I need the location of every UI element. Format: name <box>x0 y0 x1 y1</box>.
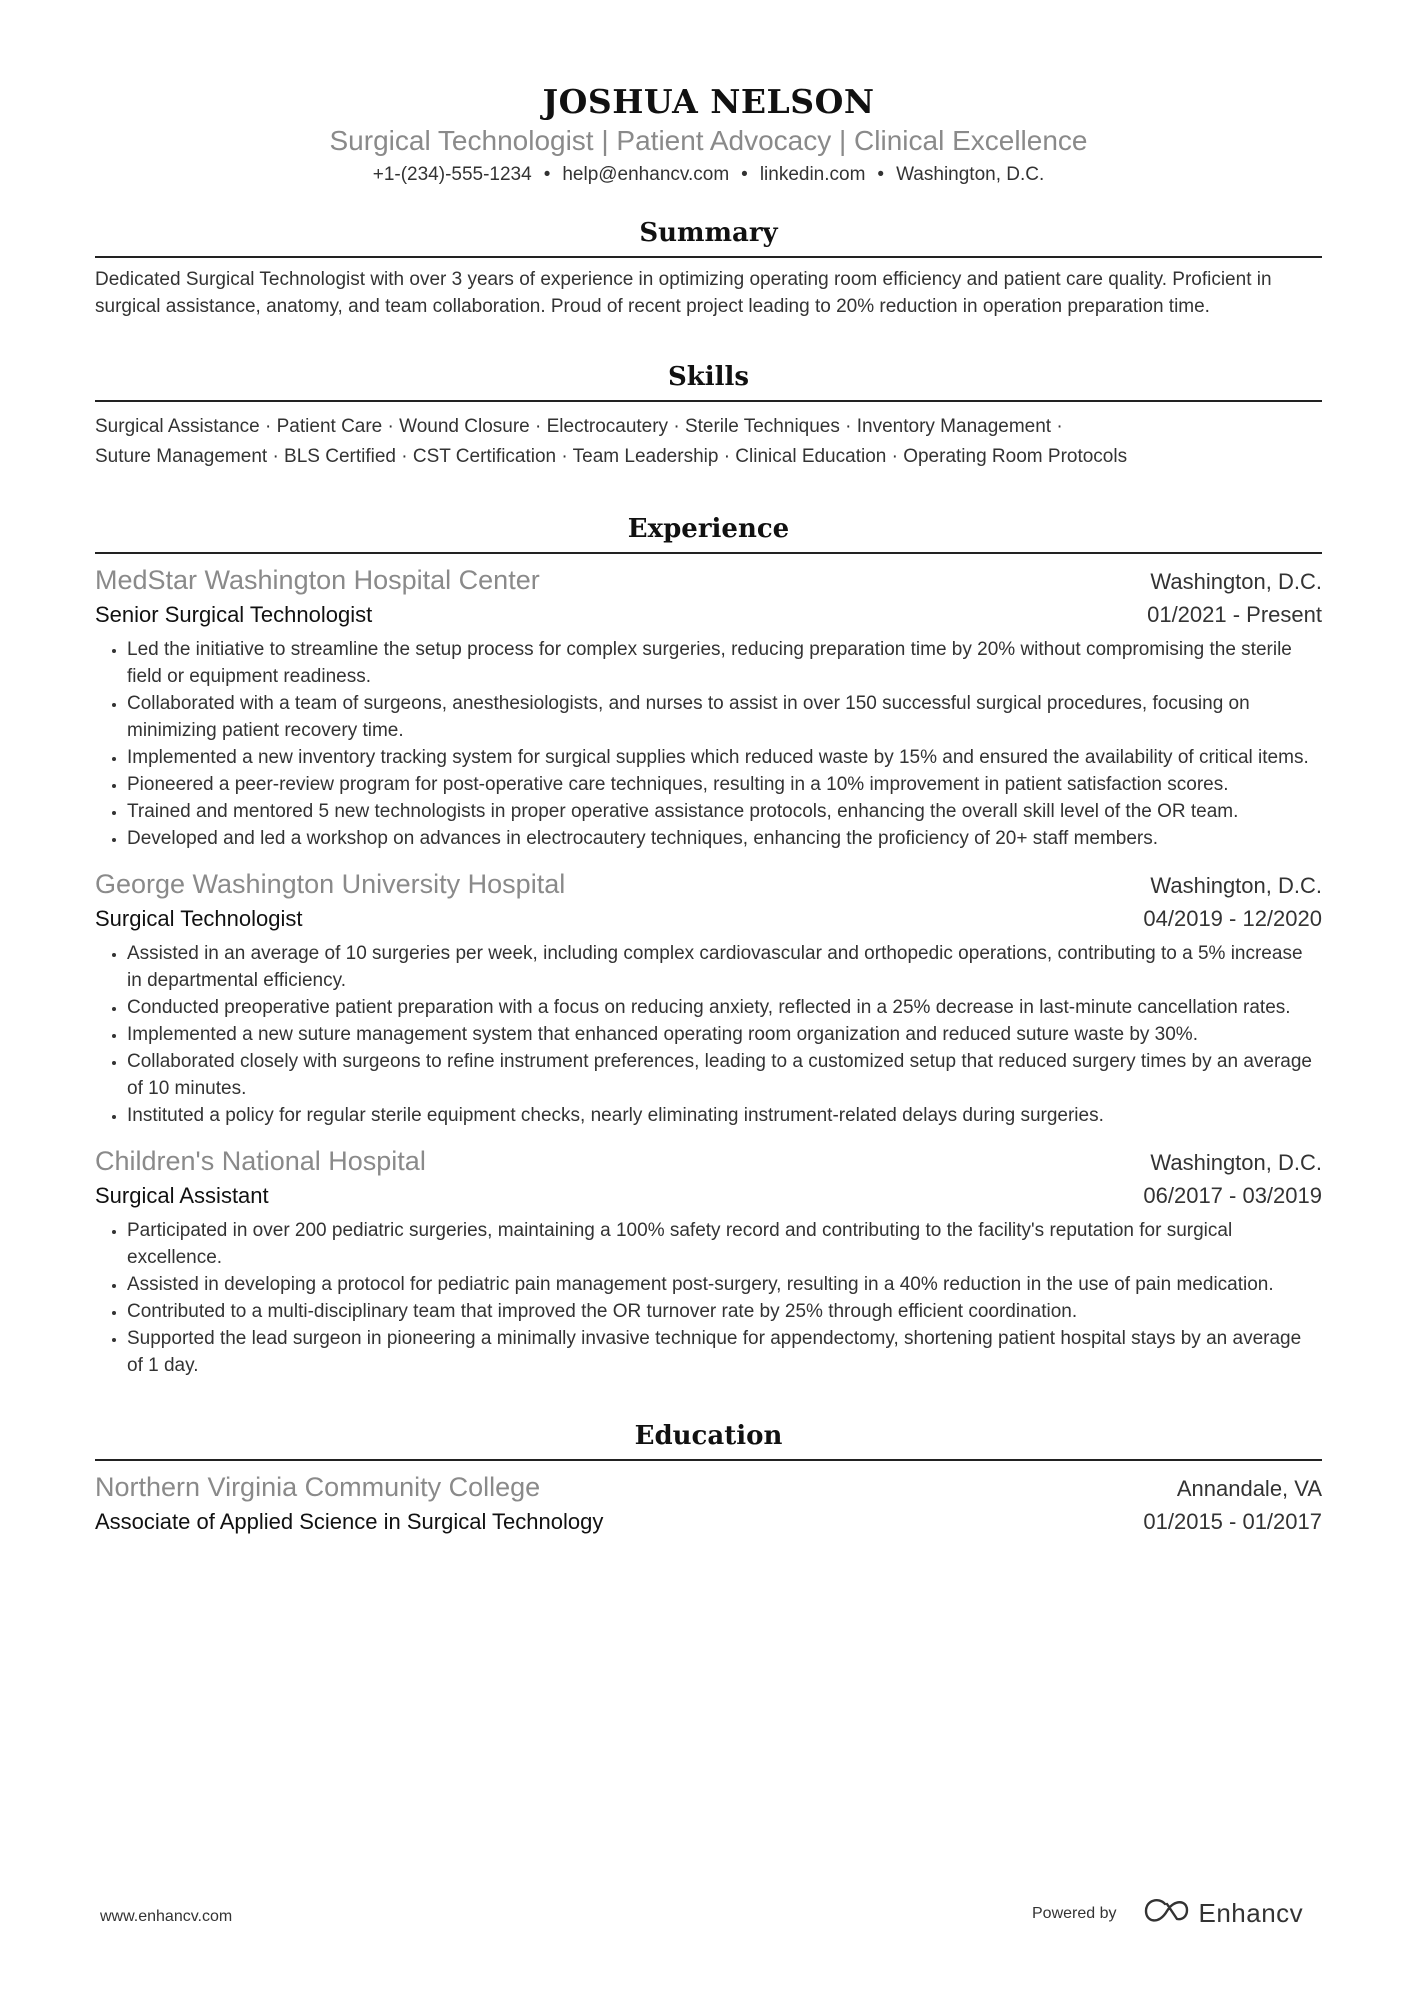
job-bullets <box>95 636 1322 852</box>
school-name: Northern Virginia Community College <box>95 1472 541 1502</box>
job-location: Washington, D.C. <box>1150 1150 1322 1175</box>
list-item: • Contributed to a multi-disciplinary team that improved the OR turnover rate by 25% through efficient coordination. <box>127 1298 1322 1325</box>
company-name: George Washington University Hospital <box>95 869 566 899</box>
job-entry <box>95 866 1322 1129</box>
bullet-separator: • <box>877 164 885 185</box>
skills-line: Surgical Assistance · Patient Care · Wound Closure · Electrocautery · Sterile Techniques · Inventory Management · <box>95 416 1063 437</box>
list-item: • Participated in over 200 pediatric surgeries, maintaining a 100% safety record and contributing to the facility's reputation for surgical excellence. <box>127 1217 1322 1271</box>
job-title: Surgical Assistant <box>95 1183 269 1208</box>
contact-location: Washington, D.C. <box>896 164 1045 185</box>
list-item: • Collaborated closely with surgeons to refine instrument preferences, leading to a customized setup that reduced surgery times by an average of 10 minutes. <box>127 1048 1322 1102</box>
experience-title: Experience <box>95 512 1322 554</box>
job-dates: 04/2019 - 12/2020 <box>1143 906 1322 931</box>
degree: Associate of Applied Science in Surgical Technology <box>95 1509 604 1534</box>
skills-list <box>95 412 1322 472</box>
education-dates: 01/2015 - 01/2017 <box>1143 1509 1322 1534</box>
list-item: • Assisted in developing a protocol for pediatric pain management post-surgery, resulting in a 40% reduction in the use of pain medication. <box>127 1271 1322 1298</box>
skills-line: Suture Management · BLS Certified · CST Certification · Team Leadership · Clinical Education · Operating Room Protocols <box>95 446 1128 467</box>
summary-section <box>95 216 1322 320</box>
job-bullets <box>95 1217 1322 1379</box>
education-title: Education <box>95 1419 1322 1461</box>
list-item: • Trained and mentored 5 new technologists in proper operative assistance protocols, enhancing the overall skill level of the OR team. <box>127 798 1322 825</box>
skills-section <box>95 360 1322 472</box>
company-name: Children's National Hospital <box>95 1146 426 1176</box>
list-item: • Implemented a new inventory tracking system for surgical supplies which reduced waste by 15% and ensured the availability of critical items. <box>127 744 1322 771</box>
job-entry <box>95 562 1322 852</box>
job-bullets <box>95 940 1322 1129</box>
job-title: Surgical Technologist <box>95 906 303 931</box>
experience-section <box>95 512 1322 1379</box>
enhancv-logo-icon <box>1143 1898 1191 1929</box>
education-section <box>95 1419 1322 1537</box>
list-item: • Developed and led a workshop on advances in electrocautery techniques, enhancing the proficiency of 20+ staff members. <box>127 825 1322 852</box>
job-title: Senior Surgical Technologist <box>95 602 373 627</box>
contact-linkedin[interactable]: linkedin.com <box>759 164 866 185</box>
list-item: • Supported the lead surgeon in pioneering a minimally invasive technique for appendectomy, shortening patient hospital stays by an average of 1 day. <box>127 1325 1322 1379</box>
list-item: • Collaborated with a team of surgeons, anesthesiologists, and nurses to assist in over 150 successful surgical procedures, focusing on minimizing patient recovery time. <box>127 690 1322 744</box>
list-item: • Instituted a policy for regular sterile equipment checks, nearly eliminating instrument-related delays during surgeries. <box>127 1102 1322 1129</box>
list-item: • Pioneered a peer-review program for post-operative care techniques, resulting in a 10% improvement in patient satisfaction scores. <box>127 771 1322 798</box>
bullet-separator: • <box>741 164 748 185</box>
job-entry <box>95 1143 1322 1379</box>
header <box>95 80 1322 188</box>
list-item: • Led the initiative to streamline the setup process for complex surgeries, reducing preparation time by 20% without compromising the sterile field or equipment readiness. <box>127 636 1322 690</box>
candidate-name: JOSHUA NELSON <box>542 82 875 121</box>
list-item: • Assisted in an average of 10 surgeries per week, including complex cardiovascular and orthopedic operations, contributing to a 5% increase in departmental efficiency. <box>127 940 1322 994</box>
contact-phone: +1-(234)-555-1234 <box>372 164 532 185</box>
enhancv-logo-text: Enhancv <box>1198 1898 1304 1928</box>
job-location: Washington, D.C. <box>1150 569 1322 594</box>
job-location: Washington, D.C. <box>1150 873 1322 898</box>
list-item: • Implemented a new suture management system that enhanced operating room organization and reduced suture waste by 30%. <box>127 1021 1322 1048</box>
company-name: MedStar Washington Hospital Center <box>95 565 540 595</box>
summary-text: Dedicated Surgical Technologist with over 3 years of experience in optimizing operating room efficiency and patient care quality. Proficient in surgical assistance, anatomy, and team collaboration. Proud of recent project leading to 20% reduction in operation preparation time. <box>95 269 1272 317</box>
contact-line <box>95 162 1322 188</box>
job-dates: 01/2021 - Present <box>1147 602 1322 627</box>
list-item: • Conducted preoperative patient preparation with a focus on reducing anxiety, reflected in a 25% decrease in last-minute cancellation rates. <box>127 994 1322 1021</box>
summary-title: Summary <box>95 216 1322 258</box>
footer-website[interactable]: www.enhancv.com <box>100 1908 233 1925</box>
headline: Surgical Technologist | Patient Advocacy | Clinical Excellence <box>329 125 1088 156</box>
bullet-separator: • <box>543 164 551 185</box>
school-location: Annandale, VA <box>1176 1476 1322 1501</box>
resume-page <box>95 80 1322 1537</box>
job-dates: 06/2017 - 03/2019 <box>1143 1183 1322 1208</box>
contact-email[interactable]: help@enhancv.com <box>562 164 730 185</box>
skills-title: Skills <box>95 360 1322 402</box>
education-entry <box>95 1469 1322 1537</box>
footer-branding <box>1032 1898 1303 1929</box>
powered-by-label: Powered by <box>1032 1904 1117 1922</box>
